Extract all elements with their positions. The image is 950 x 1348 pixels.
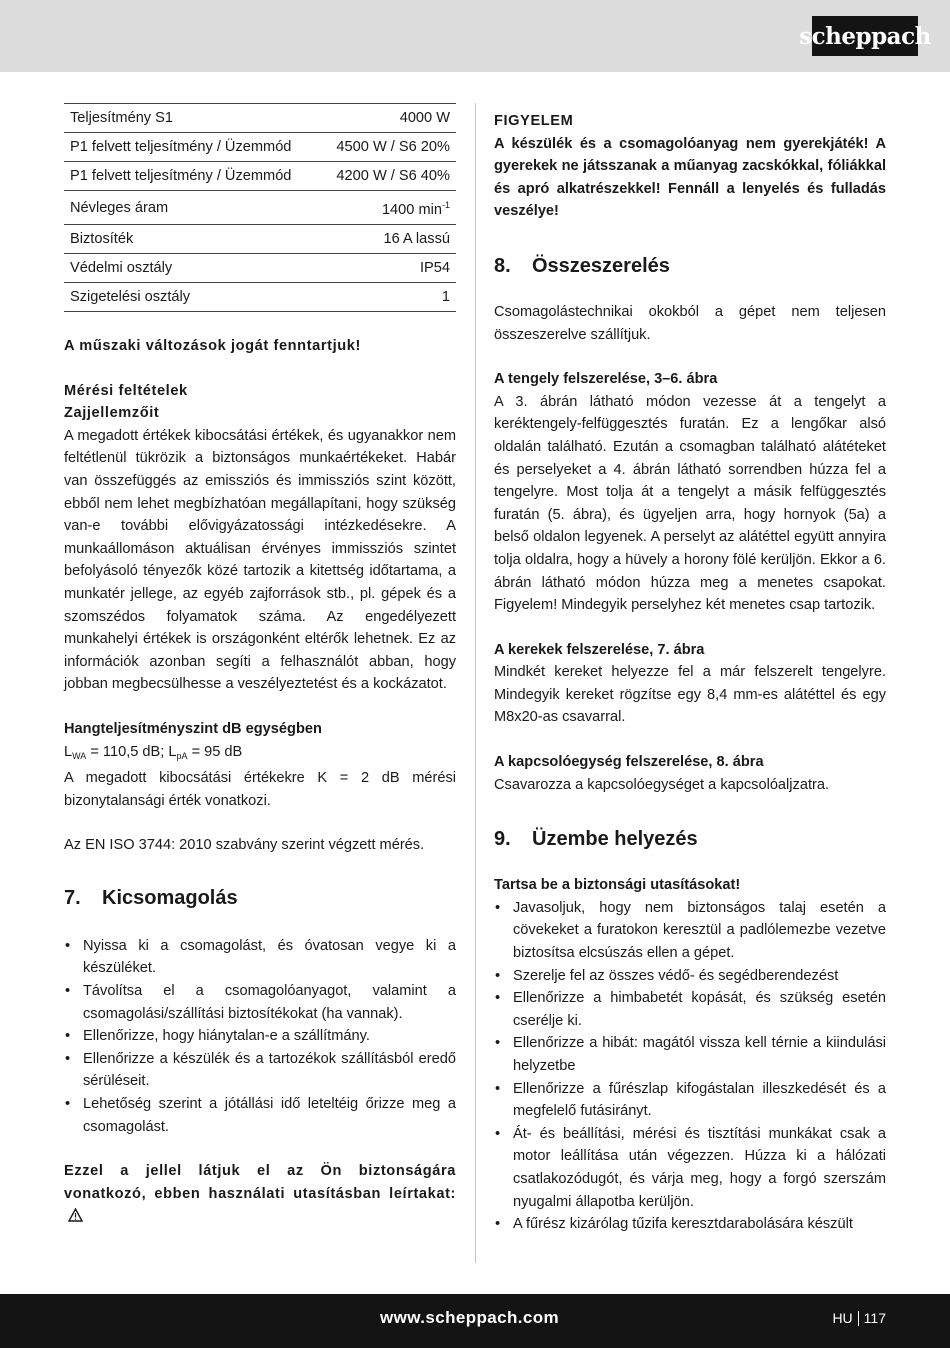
section-title: Kicsomagolás [102, 886, 238, 909]
list-item: • Ellenőrizze a készülék és a tartozékok szállításból eredő sérüléseit. [64, 1048, 456, 1093]
uncertainty-text: A megadott kibocsátási értékekre K = 2 dB mérési bizonytalansági érték vonatkozi. [64, 770, 456, 809]
section-title: Üzembe helyezés [532, 828, 698, 851]
lwa-subscript: WA [72, 750, 87, 761]
switch-text: Csavarozza a kapcsolóegységet a kapcsolóaljzatra. [494, 776, 830, 793]
spec-label: Védelmi osztály [64, 254, 316, 283]
measure-conditions-title: Mérési feltételek [64, 382, 188, 399]
table-row [64, 191, 456, 225]
lwa-value: = 110,5 dB; L [86, 743, 177, 760]
section-number: 9. [494, 828, 511, 851]
spec-label: Teljesítmény S1 [64, 104, 316, 133]
section-number: 8. [494, 254, 511, 277]
safety-symbol-text: Ezzel a jellel látjuk el az Ön biztonságára vonatkozó, ebben használati utasításban leírtakat: [64, 1163, 456, 1202]
spec-value: 4000 W [316, 104, 456, 133]
safety-symbol-note [64, 1160, 456, 1230]
spec-value: 1 [316, 283, 456, 312]
standard-text: Az EN ISO 3744: 2010 szabvány szerint végzett mérés. [64, 837, 425, 854]
list-item: • Ellenőrizze, hogy hiánytalan-e a szállítmány. [64, 1025, 456, 1048]
table-row [64, 162, 456, 191]
spec-label: Biztosíték [64, 225, 316, 254]
spec-value: 16 A lassú [316, 225, 456, 254]
switch-title: A kapcsolóegység felszerelése, 8. ábra [494, 754, 764, 771]
section-7-heading [64, 885, 456, 911]
footer-bar [0, 1294, 950, 1348]
table-row [64, 283, 456, 312]
page-number: 117 [863, 1310, 886, 1326]
table-row [64, 133, 456, 162]
attention-title: FIGYELEM [494, 113, 574, 129]
scheppach-logo: scheppach [812, 16, 918, 56]
sound-power-title: Hangteljesítményszint dB egységben [64, 720, 322, 737]
left-column [64, 100, 456, 1230]
section-number: 7. [64, 886, 81, 909]
noise-text: A megadott értékek kibocsátási értékek, és ugyanakkor nem feltétlenül tükrözik a biztonságos munkaértékeket. Habár van összefüggés az emissziós és immissziós szint között, ebből nem lehet megbízhatóan megállapítani, hogy szükség van-e további elővigyázatossági intézkedésekre. A munkaállomáson aktuálisan érvényes immissziós szintet befolyásoló tényezők közé tartozik a kitettség időtartama, a munkatér jellege, az egyéb zajforrások stb., pl. gépek és a szomszédos folyamatok száma. Az engedélyezett munkahelyi értékek is országonként eltérők lehetnek. Ez az információk azonban segíti a felhasználót abban, hogy jobban megbecsülhesse a veszélyeztetést és a kockázatot. [64, 427, 456, 693]
list-item: • Ellenőrizze a hibát: magától vissza kell térnie a kiindulási helyzetbe [494, 1032, 886, 1077]
lpa-subscript: pA [176, 750, 188, 761]
axle-text: A 3. ábrán látható módon vezesse át a tengelyt a keréktengely-felfüggesztés furatán. Ez a lengőkar alsó oldalán található. Ezután a csomagban található alátéteket és perselyeket a 4. ábrán látható sorrendben húzza fel a tengelyre. Most tolja át a tengelyt a másik felfüggesztés furatán (5. ábra), és ügyeljen arra, hogy hornyok (5a) a belső oldalon legyenek. A perselyt az alátéttel együtt annyira tolja oldalra, hogy a hüvely a horony fölé kerüljön. Ekkor a 6. ábrán látható módon húzza meg a menetes csapokat. Figyelem! Mindegyik perselyhez két menetes csap tartozik. [494, 393, 886, 614]
spec-value: IP54 [316, 254, 456, 283]
list-item: • Át- és beállítási, mérési és tisztítási munkákat csak a motor leállítása után végezzen. Húzza ki a hálózati csatlakozódugót, és várja meg, hogy a forgó szerszám nyugalmi állapotba kerüljön. [494, 1123, 886, 1213]
header-bar [0, 0, 950, 72]
unpacking-list [64, 935, 456, 1138]
spec-label: Névleges áram [64, 191, 316, 225]
spec-value [316, 191, 456, 225]
safety-instruction-title: Tartsa be a biztonsági utasításokat! [494, 877, 741, 894]
table-row [64, 254, 456, 283]
table-row [64, 104, 456, 133]
spec-label: Szigetelési osztály [64, 283, 316, 312]
specs-table [64, 103, 456, 312]
column-divider [475, 103, 476, 1263]
list-item: • A fűrész kizárólag tűzifa keresztdarabolására készült [494, 1213, 886, 1236]
list-item: • Ellenőrizze a fűrészlap kifogástalan illeszkedését és a megfelelő futásirányt. [494, 1078, 886, 1123]
website-link[interactable]: www.scheppach.com [380, 1308, 560, 1327]
section-9-heading [494, 826, 886, 852]
table-row [64, 225, 456, 254]
list-item: • Szerelje fel az összes védő- és segédberendezést [494, 965, 886, 988]
lwa-symbol: L [64, 743, 73, 760]
right-column [494, 110, 886, 1236]
sound-values [64, 741, 456, 768]
assembly-intro: Csomagolástechnikai okokból a gépet nem teljesen összeszerelve szállítjuk. [494, 303, 886, 343]
spec-value: 4200 W / S6 40% [316, 162, 456, 191]
section-title: Összeszerelés [532, 254, 670, 277]
axle-title: A tengely felszerelése, 3–6. ábra [494, 371, 718, 388]
spec-label: P1 felvett teljesítmény / Üzemmód [64, 133, 316, 162]
noise-title: Zajjellemzőit [64, 405, 160, 422]
list-item: • Ellenőrizze a himbabetét kopását, és szükség esetén cserélje ki. [494, 987, 886, 1032]
wheels-title: A kerekek felszerelése, 7. ábra [494, 641, 705, 658]
spec-value: 4500 W / S6 20% [316, 133, 456, 162]
warning-triangle-icon [68, 1207, 83, 1230]
language-code: HU [832, 1310, 853, 1326]
section-8-heading [494, 253, 886, 279]
lpa-value: = 95 dB [187, 743, 243, 760]
list-item: • Javasoljuk, hogy nem biztonságos talaj esetén a cövekeket a furatokon keresztül a padlólemezbe vezetve biztosítsa elcsúszás ellen a gépet. [494, 897, 886, 965]
commissioning-list [494, 897, 886, 1236]
list-item: • Távolítsa el a csomagolóanyagot, valamint a csomagolási/szállítási biztosítékokat (ha vannak). [64, 980, 456, 1025]
tech-change-note: A műszaki változások jogát fenntartjuk! [64, 338, 361, 354]
list-item: • Lehetőség szerint a jótállási idő leteltéig őrizze meg a csomagolást. [64, 1093, 456, 1138]
wheels-text: Mindkét kereket helyezze fel a már felszerelt tengelyre. Mindegyik kereket rögzítse egy 8,4 mm-es alátéttel és egy M8x20-as csavarral. [494, 664, 886, 726]
list-item: • Nyissa ki a csomagolást, és óvatosan vegye ki a készüléket. [64, 935, 456, 980]
spec-label: P1 felvett teljesítmény / Üzemmód [64, 162, 316, 191]
attention-text: A készülék és a csomagolóanyag nem gyerekjáték! A gyerekek ne játsszanak a műanyag zacskókkal, fóliákkal és apró alkatrészekkel! Fennáll a lenyelés és fulladás veszélye! [494, 135, 886, 220]
spec-value-sup: -1 [441, 200, 450, 210]
separator [858, 1311, 859, 1326]
spec-value-main: 1400 min [381, 202, 442, 218]
page-indicator [832, 1310, 886, 1326]
